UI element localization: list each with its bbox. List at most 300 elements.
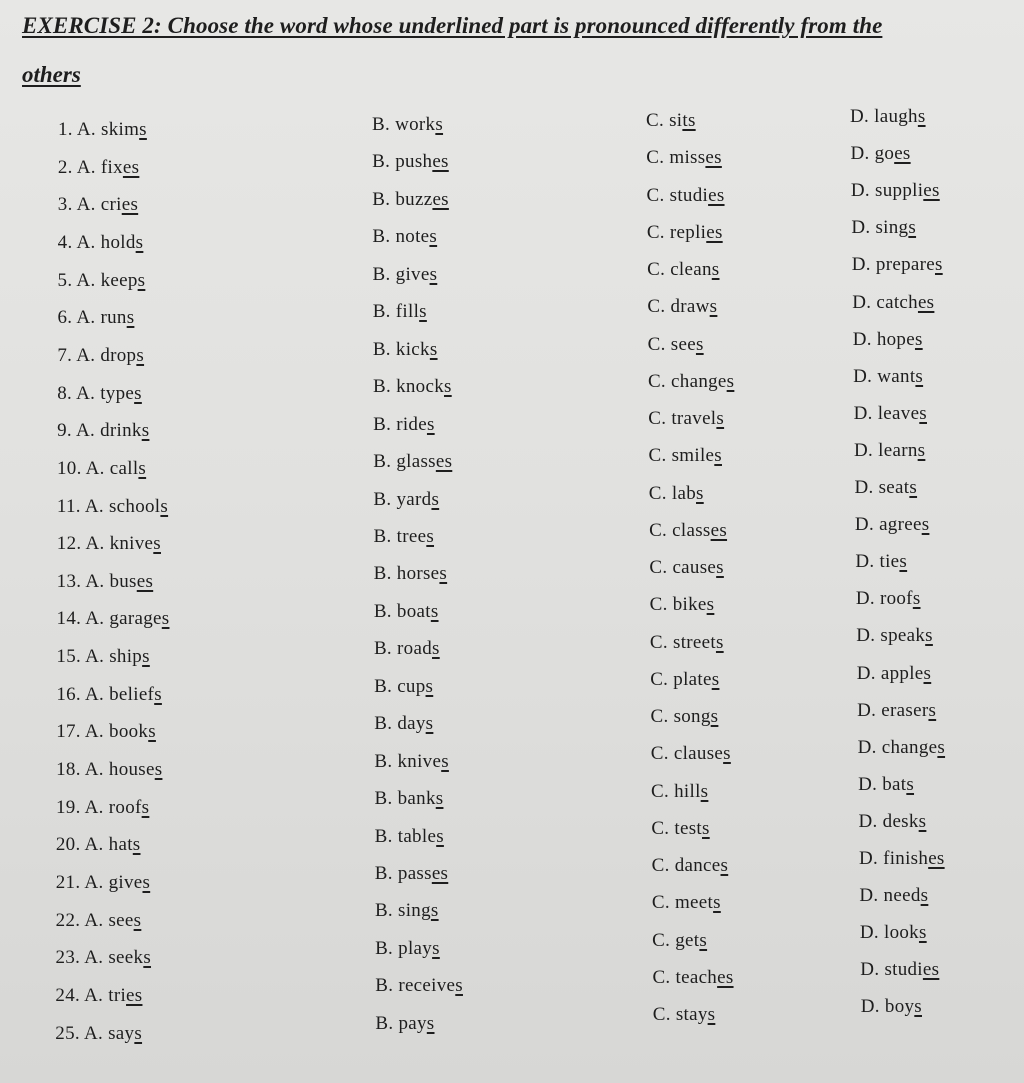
option-letter: A. bbox=[84, 834, 104, 856]
option-word-stem: skim bbox=[101, 119, 140, 140]
option-c bbox=[648, 331, 704, 359]
option-letter: B. bbox=[374, 675, 393, 697]
option-letter: B. bbox=[375, 1012, 394, 1034]
question-number: 16. bbox=[56, 683, 81, 705]
question-number: 13. bbox=[56, 570, 82, 592]
option-underlined-part: s bbox=[429, 263, 438, 285]
question-row bbox=[0, 365, 1024, 404]
option-word-stem: work bbox=[395, 114, 436, 135]
option-a bbox=[57, 304, 134, 332]
option-c bbox=[651, 815, 709, 843]
option-b bbox=[375, 897, 439, 925]
option-word-stem: smile bbox=[671, 445, 715, 467]
option-underlined-part: s bbox=[137, 269, 146, 291]
option-d bbox=[850, 140, 910, 168]
option-d bbox=[857, 660, 932, 688]
question-number: 24. bbox=[55, 984, 81, 1006]
question-number: 14. bbox=[56, 608, 82, 630]
question-number: 21. bbox=[55, 872, 81, 893]
exercise-heading-continued: others bbox=[22, 62, 81, 87]
option-underlined-part: es bbox=[435, 451, 453, 473]
option-underlined-part: s bbox=[142, 872, 151, 893]
question-number: 15. bbox=[56, 646, 82, 668]
option-letter: B. bbox=[372, 263, 391, 285]
option-word-stem: horse bbox=[396, 563, 440, 585]
option-b bbox=[374, 523, 434, 551]
option-c bbox=[647, 293, 717, 321]
option-word-stem: play bbox=[398, 937, 433, 959]
option-word-stem: leave bbox=[877, 402, 920, 424]
question-number: 9. bbox=[57, 420, 72, 442]
option-underlined-part: s bbox=[914, 996, 922, 1018]
exercise-heading: EXERCISE 2: Choose the word whose underlined part is pronounced differently from the bbox=[22, 13, 883, 38]
option-a bbox=[56, 869, 150, 897]
option-letter: C. bbox=[652, 966, 671, 988]
option-word-stem: suppli bbox=[875, 180, 924, 202]
option-a bbox=[58, 154, 139, 182]
option-word-stem: learn bbox=[878, 439, 918, 461]
option-word-stem: fill bbox=[395, 301, 420, 323]
option-letter: D. bbox=[858, 810, 878, 832]
option-word-stem: clean bbox=[670, 259, 712, 280]
option-word-stem: garage bbox=[109, 608, 162, 630]
option-letter: C. bbox=[652, 1004, 671, 1025]
option-underlined-part: es bbox=[136, 570, 154, 592]
option-letter: C. bbox=[647, 370, 666, 392]
question-number: 6. bbox=[57, 307, 73, 329]
option-word-stem: need bbox=[883, 885, 921, 907]
option-d bbox=[859, 845, 945, 873]
option-underlined-part: s bbox=[436, 825, 444, 847]
question-row bbox=[0, 402, 1024, 442]
option-underlined-part: s bbox=[726, 370, 735, 392]
option-c bbox=[652, 889, 721, 917]
option-underlined-part: s bbox=[921, 514, 930, 536]
option-b bbox=[374, 710, 433, 738]
option-letter: A. bbox=[83, 1022, 104, 1044]
option-d bbox=[855, 548, 907, 576]
option-underlined-part: es bbox=[708, 184, 725, 206]
option-letter: B. bbox=[375, 975, 394, 997]
question-row bbox=[0, 514, 1024, 555]
option-letter: B. bbox=[373, 563, 392, 585]
option-word-stem: cri bbox=[100, 194, 122, 216]
option-letter: D. bbox=[860, 996, 880, 1018]
question-row bbox=[0, 143, 1024, 178]
question-row bbox=[0, 180, 1024, 216]
option-underlined-part: s bbox=[710, 706, 719, 727]
option-letter: A. bbox=[84, 909, 104, 931]
option-underlined-part: s bbox=[142, 646, 150, 668]
option-word-stem: finish bbox=[883, 848, 929, 869]
option-letter: A. bbox=[76, 156, 96, 178]
question-number: 22. bbox=[55, 909, 81, 931]
option-letter: A. bbox=[75, 420, 96, 442]
option-word-stem: boy bbox=[884, 996, 915, 1018]
option-a bbox=[57, 417, 149, 445]
option-underlined-part: s bbox=[435, 788, 444, 810]
question-row bbox=[0, 439, 1024, 479]
option-c bbox=[649, 554, 724, 582]
option-word-stem: desk bbox=[882, 810, 919, 832]
question-row bbox=[0, 848, 1024, 893]
option-a bbox=[56, 718, 156, 746]
option-b bbox=[372, 111, 443, 139]
question-number: 3. bbox=[57, 194, 73, 216]
option-d bbox=[860, 919, 927, 947]
option-a bbox=[57, 493, 168, 521]
option-letter: A. bbox=[84, 683, 105, 705]
option-word-stem: tie bbox=[879, 551, 900, 573]
option-letter: C. bbox=[650, 743, 669, 765]
option-letter: D. bbox=[856, 662, 876, 684]
option-word-stem: knive bbox=[109, 533, 154, 555]
option-a bbox=[57, 342, 144, 370]
option-word-stem: roof bbox=[879, 588, 913, 610]
option-c bbox=[650, 666, 719, 694]
option-b bbox=[374, 748, 449, 776]
option-underlined-part: s bbox=[161, 608, 170, 630]
option-letter: A. bbox=[85, 570, 105, 592]
option-word-stem: prepare bbox=[875, 254, 935, 276]
option-a bbox=[56, 681, 162, 709]
option-a bbox=[57, 568, 154, 596]
option-d bbox=[851, 214, 916, 242]
option-underlined-part: s bbox=[720, 855, 729, 876]
option-underlined-part: s bbox=[711, 668, 720, 690]
option-letter: D. bbox=[852, 328, 872, 350]
option-letter: A. bbox=[76, 119, 96, 140]
question-row bbox=[0, 625, 1024, 668]
option-c bbox=[650, 591, 715, 619]
option-letter: A. bbox=[84, 759, 104, 781]
option-letter: B. bbox=[374, 863, 393, 884]
question-row bbox=[0, 959, 1024, 1006]
option-word-stem: speak bbox=[880, 625, 926, 647]
option-underlined-part: es bbox=[121, 194, 139, 216]
option-underlined-part: s bbox=[133, 909, 142, 931]
option-word-stem: table bbox=[397, 825, 437, 847]
option-d bbox=[853, 363, 923, 391]
option-word-stem: stay bbox=[675, 1004, 708, 1025]
option-letter: B. bbox=[374, 825, 393, 847]
question-number: 5. bbox=[57, 269, 73, 291]
option-underlined-part: s bbox=[917, 439, 926, 461]
question-row bbox=[0, 588, 1024, 630]
option-word-stem: give bbox=[395, 263, 430, 285]
option-c bbox=[650, 629, 724, 657]
option-c bbox=[652, 964, 733, 992]
option-d bbox=[850, 103, 926, 131]
option-word-stem: bus bbox=[109, 570, 137, 592]
option-letter: A. bbox=[85, 646, 105, 668]
option-word-stem: lab bbox=[671, 482, 697, 504]
option-letter: A. bbox=[76, 194, 96, 216]
option-c bbox=[646, 144, 722, 172]
question-row bbox=[0, 922, 1024, 969]
option-word-stem: class bbox=[672, 519, 711, 541]
option-underlined-part: s bbox=[923, 662, 932, 684]
option-b bbox=[375, 935, 440, 963]
option-underlined-part: s bbox=[702, 817, 710, 839]
option-c bbox=[651, 740, 731, 768]
option-word-stem: see bbox=[108, 909, 134, 931]
option-underlined-part: s bbox=[134, 382, 142, 404]
question-number: 2. bbox=[57, 156, 73, 178]
option-letter: C. bbox=[649, 557, 668, 578]
option-underlined-part: s bbox=[431, 488, 440, 510]
option-underlined-part: s bbox=[908, 217, 917, 239]
option-underlined-part: s bbox=[700, 780, 709, 802]
option-underlined-part: es bbox=[431, 863, 449, 884]
option-word-stem: test bbox=[674, 817, 702, 839]
option-underlined-part: s bbox=[706, 594, 715, 616]
option-underlined-part: es bbox=[432, 151, 449, 173]
option-word-stem: cup bbox=[397, 675, 426, 697]
option-word-stem: si bbox=[669, 110, 683, 131]
option-underlined-part: es bbox=[705, 147, 722, 169]
option-letter: D. bbox=[858, 773, 878, 795]
option-word-stem: see bbox=[670, 333, 696, 355]
option-underlined-part: s bbox=[439, 563, 448, 585]
option-letter: D. bbox=[858, 848, 879, 869]
option-c bbox=[647, 256, 719, 284]
option-letter: B. bbox=[374, 788, 393, 810]
option-underlined-part: s bbox=[441, 750, 449, 772]
option-d bbox=[856, 622, 933, 650]
option-letter: D. bbox=[851, 217, 871, 239]
question-row bbox=[0, 328, 1024, 366]
option-c bbox=[652, 927, 707, 955]
option-b bbox=[375, 972, 463, 1000]
option-letter: B. bbox=[373, 600, 392, 622]
option-letter: D. bbox=[854, 514, 874, 536]
option-word-stem: knock bbox=[396, 376, 444, 398]
option-word-stem: repli bbox=[669, 221, 707, 243]
option-word-stem: house bbox=[108, 759, 155, 781]
option-letter: D. bbox=[860, 959, 880, 981]
option-word-stem: change bbox=[881, 736, 938, 758]
option-word-stem: seat bbox=[878, 477, 910, 498]
option-b bbox=[375, 823, 444, 851]
option-word-stem: go bbox=[874, 143, 895, 165]
option-a bbox=[57, 380, 142, 408]
option-underlined-part: s bbox=[126, 307, 135, 329]
option-word-stem: book bbox=[109, 721, 149, 743]
option-word-stem: street bbox=[673, 631, 716, 653]
option-word-stem: meet bbox=[674, 892, 714, 914]
option-b bbox=[373, 336, 438, 364]
option-letter: C. bbox=[651, 817, 670, 839]
option-word-stem: hat bbox=[108, 834, 133, 856]
option-word-stem: catch bbox=[876, 291, 918, 313]
question-row bbox=[0, 885, 1024, 931]
question-row bbox=[0, 551, 1024, 592]
option-letter: B. bbox=[374, 900, 393, 922]
option-underlined-part: s bbox=[425, 675, 434, 697]
option-underlined-part: s bbox=[136, 344, 145, 366]
option-underlined-part: s bbox=[716, 557, 724, 578]
option-d bbox=[860, 956, 939, 984]
option-a bbox=[58, 191, 138, 219]
option-word-stem: laugh bbox=[874, 106, 918, 127]
option-letter: B. bbox=[372, 376, 391, 398]
option-c bbox=[649, 480, 704, 508]
option-c bbox=[647, 182, 725, 210]
option-letter: A. bbox=[76, 382, 96, 404]
option-b bbox=[375, 785, 444, 813]
option-word-stem: teach bbox=[675, 966, 718, 988]
option-underlined-part: s bbox=[937, 736, 946, 758]
option-word-stem: drop bbox=[100, 344, 137, 366]
option-b bbox=[373, 411, 435, 439]
option-a bbox=[56, 756, 162, 784]
option-letter: C. bbox=[649, 631, 668, 653]
option-letter: B. bbox=[372, 226, 391, 248]
option-letter: C. bbox=[648, 482, 667, 504]
question-number: 1. bbox=[58, 119, 73, 140]
option-letter: C. bbox=[649, 519, 668, 541]
option-b bbox=[374, 560, 447, 588]
question-number: 17. bbox=[56, 721, 81, 743]
option-underlined-part: s bbox=[132, 834, 141, 856]
option-letter: B. bbox=[372, 151, 391, 173]
option-word-stem: roof bbox=[108, 796, 142, 818]
question-row bbox=[0, 810, 1024, 856]
question-number: 20. bbox=[55, 834, 81, 856]
option-word-stem: day bbox=[397, 713, 426, 735]
option-letter: D. bbox=[855, 551, 875, 573]
option-underlined-part: s bbox=[918, 922, 927, 944]
option-d bbox=[857, 697, 936, 725]
option-word-stem: pay bbox=[398, 1012, 427, 1034]
option-underlined-part: s bbox=[134, 1022, 143, 1044]
option-underlined-part: es bbox=[928, 848, 945, 869]
question-number: 23. bbox=[55, 947, 81, 969]
option-word-stem: call bbox=[109, 457, 139, 479]
option-letter: D. bbox=[857, 736, 877, 758]
option-word-stem: seek bbox=[108, 947, 144, 969]
option-word-stem: hold bbox=[100, 231, 136, 253]
question-row bbox=[0, 996, 1024, 1044]
option-letter: B. bbox=[372, 338, 391, 360]
option-letter: C. bbox=[647, 333, 666, 355]
option-underlined-part: s bbox=[928, 699, 937, 721]
option-underlined-part: s bbox=[715, 631, 724, 653]
option-underlined-part: es bbox=[710, 519, 728, 541]
option-word-stem: studi bbox=[669, 184, 709, 206]
option-letter: C. bbox=[646, 184, 665, 206]
option-underlined-part: s bbox=[709, 296, 718, 318]
option-underlined-part: s bbox=[154, 683, 162, 705]
option-letter: A. bbox=[84, 872, 104, 893]
option-letter: B. bbox=[374, 713, 393, 735]
option-letter: C. bbox=[646, 110, 665, 131]
option-d bbox=[861, 993, 922, 1021]
option-c bbox=[648, 405, 724, 433]
option-underlined-part: s bbox=[425, 713, 434, 735]
question-row bbox=[0, 217, 1024, 253]
option-a bbox=[57, 605, 170, 633]
option-underlined-part: s bbox=[432, 638, 440, 660]
option-letter: A. bbox=[85, 608, 105, 630]
option-word-stem: drink bbox=[100, 420, 142, 442]
option-letter: C. bbox=[648, 408, 667, 429]
option-underlined-part: s bbox=[426, 1012, 435, 1034]
option-d bbox=[854, 474, 917, 502]
option-word-stem: road bbox=[397, 638, 433, 660]
option-underlined-part: s bbox=[917, 106, 926, 127]
option-underlined-part: es bbox=[923, 180, 940, 202]
option-word-stem: studi bbox=[884, 959, 923, 981]
option-letter: B. bbox=[373, 638, 392, 660]
option-word-stem: get bbox=[675, 929, 700, 951]
option-b bbox=[372, 186, 449, 214]
option-word-stem: change bbox=[671, 370, 727, 392]
option-word-stem: cause bbox=[672, 557, 717, 578]
option-word-stem: yard bbox=[396, 488, 432, 510]
option-underlined-part: s bbox=[154, 759, 163, 781]
option-word-stem: buzz bbox=[395, 188, 433, 210]
option-word-stem: ride bbox=[396, 413, 427, 435]
question-number: 4. bbox=[57, 231, 73, 253]
option-d bbox=[859, 808, 927, 836]
question-number: 19. bbox=[55, 796, 81, 818]
question-number: 8. bbox=[57, 382, 73, 404]
option-letter: D. bbox=[852, 291, 872, 313]
option-word-stem: sing bbox=[398, 900, 431, 922]
question-row bbox=[0, 477, 1024, 517]
option-letter: B. bbox=[372, 114, 391, 135]
option-letter: A. bbox=[76, 231, 96, 253]
question-number: 10. bbox=[56, 457, 82, 479]
option-underlined-part: s bbox=[426, 525, 435, 547]
option-d bbox=[852, 251, 943, 279]
option-letter: A. bbox=[76, 307, 96, 329]
option-c bbox=[646, 107, 696, 135]
option-underlined-part: s bbox=[934, 254, 943, 276]
option-underlined-part: s bbox=[135, 231, 144, 253]
option-letter: D. bbox=[850, 180, 870, 202]
option-letter: B. bbox=[373, 488, 392, 510]
option-letter: D. bbox=[854, 439, 874, 461]
option-underlined-part: s bbox=[455, 975, 463, 997]
option-letter: B. bbox=[372, 188, 391, 210]
option-word-stem: bat bbox=[882, 773, 907, 795]
option-a bbox=[56, 831, 141, 859]
option-word-stem: sing bbox=[875, 217, 909, 239]
option-letter: B. bbox=[375, 937, 394, 959]
option-word-stem: keep bbox=[100, 269, 138, 291]
option-word-stem: hope bbox=[876, 328, 915, 350]
question-row bbox=[0, 699, 1024, 743]
option-underlined-part: s bbox=[141, 420, 150, 442]
question-row bbox=[0, 291, 1024, 329]
option-letter: C. bbox=[648, 445, 667, 467]
option-word-stem: apple bbox=[880, 662, 924, 684]
option-word-stem: draw bbox=[670, 296, 710, 318]
option-letter: D. bbox=[850, 143, 870, 165]
option-underlined-part: s bbox=[716, 408, 725, 429]
option-word-stem: note bbox=[395, 226, 430, 248]
option-letter: A. bbox=[76, 269, 96, 291]
option-d bbox=[851, 177, 940, 205]
option-letter: C. bbox=[651, 855, 670, 876]
option-word-stem: travel bbox=[671, 408, 717, 429]
option-underlined-part: s bbox=[153, 533, 161, 555]
option-underlined-part: s bbox=[430, 600, 439, 622]
option-underlined-part: s bbox=[906, 773, 915, 795]
